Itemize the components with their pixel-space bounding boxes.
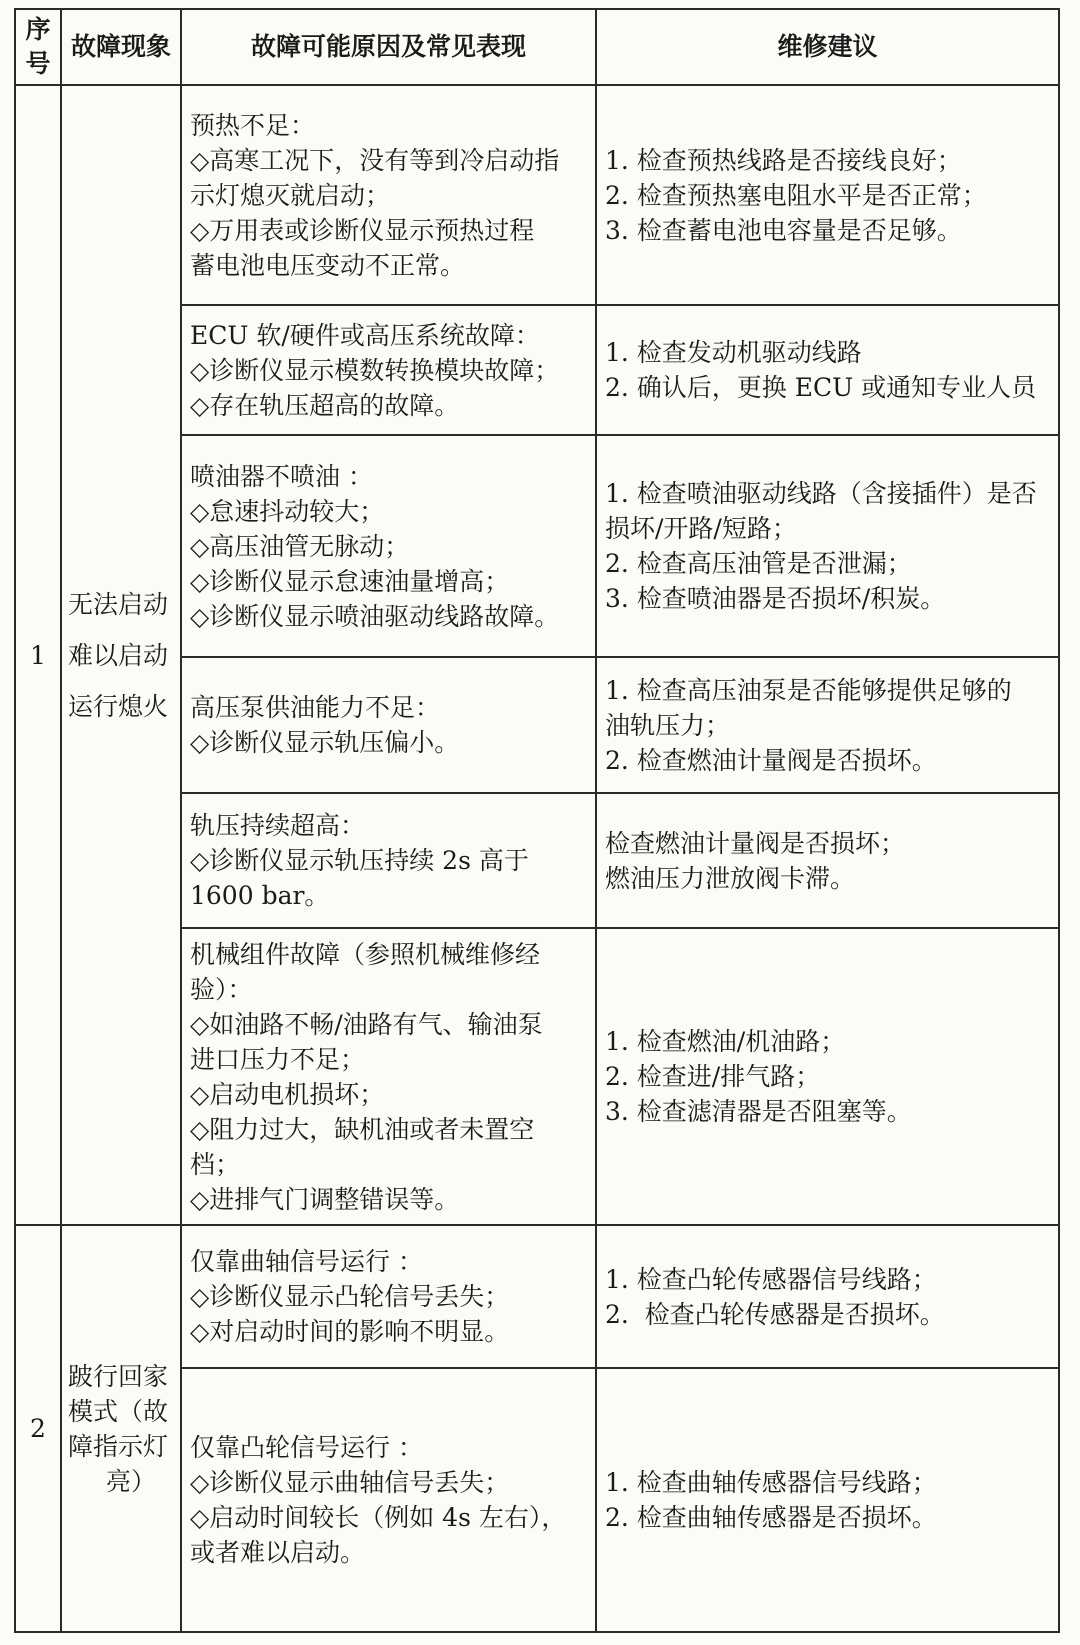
fix-line: 1. 检查发动机驱动线路 xyxy=(605,338,862,367)
cause-line: ◇怠速抖动较大； xyxy=(190,496,385,526)
cause-line: ◇启动时间较长（例如 4s 左右）， xyxy=(190,1503,567,1532)
cause-line: 仅靠曲轴信号运行 ： xyxy=(190,1247,423,1276)
cause-cell xyxy=(181,793,596,928)
cause-line: ◇诊断仪显示模数转换模块故障； xyxy=(190,355,560,385)
fix-line: 燃油压力泄放阀卡滞。 xyxy=(605,863,856,893)
symptom-cell xyxy=(61,1225,181,1632)
cause-line: 仅靠凸轮信号运行 ： xyxy=(190,1433,423,1462)
header-no xyxy=(15,9,61,85)
fix-cell xyxy=(596,1368,1059,1632)
cause-line: 1600 bar。 xyxy=(190,881,330,910)
cause-line: 机械组件故障（参照机械维修经 xyxy=(190,939,541,969)
cause-cell xyxy=(181,85,596,305)
header-no-char: 序 xyxy=(25,15,51,44)
fix-line: 1. 检查凸轮传感器信号线路； xyxy=(605,1264,937,1294)
cause-line: ◇阻力过大，缺机油或者未置空 xyxy=(190,1114,535,1144)
symptom-line: 亮） xyxy=(106,1466,157,1496)
symptom-line: 难以启动 xyxy=(68,640,169,670)
fix-line: 2. 确认后，更换 ECU 或通知专业人员 xyxy=(605,373,1037,402)
fix-line: 1. 检查曲轴传感器信号线路； xyxy=(605,1468,937,1497)
header-no-char: 号 xyxy=(25,49,51,78)
cause-line: ◇诊断仪显示轨压持续 2s 高于 xyxy=(190,846,529,875)
cause-line: ◇高寒工况下，没有等到冷启动指 xyxy=(190,145,560,175)
cause-cell xyxy=(181,305,596,435)
fix-cell xyxy=(596,793,1059,928)
cause-line: ECU 软/硬件或高压系统故障： xyxy=(190,320,540,350)
header-cause: 故障可能原因及常见表现 xyxy=(181,9,596,85)
symptom-line: 运行熄火 xyxy=(68,691,169,721)
cause-line: ◇诊断仪显示曲轴信号丢失； xyxy=(190,1468,510,1497)
fix-cell xyxy=(596,657,1059,793)
fix-cell xyxy=(596,435,1059,657)
cause-line: ◇万用表或诊断仪显示预热过程 xyxy=(190,215,535,245)
fix-line: 3. 检查滤清器是否阻塞等。 xyxy=(605,1097,912,1126)
cause-line: ◇诊断仪显示凸轮信号丢失； xyxy=(190,1282,510,1311)
fix-line: 2. 检查进/排气路； xyxy=(605,1062,821,1091)
fix-cell xyxy=(596,305,1059,435)
header-row xyxy=(15,9,1059,85)
cause-cell xyxy=(181,435,596,657)
cause-line: ◇高压油管无脉动； xyxy=(190,531,410,561)
cause-cell xyxy=(181,928,596,1225)
fix-line: 2. 检查燃油计量阀是否损坏。 xyxy=(605,745,937,775)
cause-line: 蓄电池电压变动不正常。 xyxy=(190,250,466,280)
fix-cell xyxy=(596,85,1059,305)
fix-line: 损坏/开路/短路； xyxy=(605,514,797,543)
row-number: 1 xyxy=(15,85,61,1225)
symptom-cell xyxy=(61,85,181,1225)
fix-line: 检查燃油计量阀是否损坏； xyxy=(605,828,906,858)
cause-line: 轨压持续超高： xyxy=(190,811,366,840)
table-row xyxy=(15,85,1059,305)
cause-line: ◇如油路不畅/油路有气、输油泵 xyxy=(190,1009,543,1039)
cause-line: 进口压力不足； xyxy=(190,1044,366,1074)
cause-line: ◇存在轨压超高的故障。 xyxy=(190,390,460,420)
symptom-line: 障指示灯 xyxy=(68,1431,169,1461)
fix-cell xyxy=(596,1225,1059,1368)
symptom-line: 模式（故 xyxy=(68,1396,169,1426)
cause-line: 或者难以启动。 xyxy=(190,1538,366,1567)
cause-line: 高压泵供油能力不足： xyxy=(190,693,441,722)
table-row xyxy=(15,1225,1059,1368)
cause-cell xyxy=(181,657,596,793)
cause-line: ◇对启动时间的影响不明显。 xyxy=(190,1317,510,1346)
cause-line: 预热不足： xyxy=(190,110,316,140)
cause-line: ◇诊断仪显示轨压偏小。 xyxy=(190,728,460,757)
symptom-line: 跛行回家 xyxy=(68,1361,169,1391)
fix-line: 2. 检查高压油管是否泄漏； xyxy=(605,549,912,578)
fix-line: 1. 检查预热线路是否接线良好； xyxy=(605,145,962,175)
cause-line: 喷油器不喷油 ： xyxy=(190,461,373,491)
cause-cell xyxy=(181,1368,596,1632)
symptom-line: 无法启动 xyxy=(68,589,169,619)
cause-line: ◇启动电机损坏； xyxy=(190,1079,385,1109)
fix-line: 2. 检查凸轮传感器是否损坏。 xyxy=(605,1299,945,1329)
fix-cell xyxy=(596,928,1059,1225)
fix-line: 1. 检查喷油驱动线路（含接插件）是否 xyxy=(605,479,1037,508)
cause-line: 验）： xyxy=(190,974,253,1004)
fix-line: 3. 检查蓄电池电容量是否足够。 xyxy=(605,215,962,245)
cause-line: ◇诊断仪显示怠速油量增高； xyxy=(190,566,510,596)
cause-cell xyxy=(181,1225,596,1368)
fix-line: 3. 检查喷油器是否损坏/积炭。 xyxy=(605,584,946,613)
fault-table xyxy=(14,8,1060,1633)
header-symptom: 故障现象 xyxy=(61,9,181,85)
cause-line: ◇进排气门调整错误等。 xyxy=(190,1184,460,1214)
cause-line: 示灯熄灭就启动； xyxy=(190,180,391,210)
fix-line: 1. 检查高压油泵是否能够提供足够的 xyxy=(605,675,1012,705)
fix-line: 油轨压力； xyxy=(605,710,731,740)
cause-line: ◇诊断仪显示喷油驱动线路故障。 xyxy=(190,601,560,631)
row-number: 2 xyxy=(15,1225,61,1632)
fix-line: 2. 检查曲轴传感器是否损坏。 xyxy=(605,1503,937,1532)
header-fix: 维修建议 xyxy=(596,9,1059,85)
cause-line: 档； xyxy=(190,1149,241,1179)
fix-line: 1. 检查燃油/机油路； xyxy=(605,1027,846,1056)
fix-line: 2. 检查预热塞电阻水平是否正常； xyxy=(605,180,987,210)
